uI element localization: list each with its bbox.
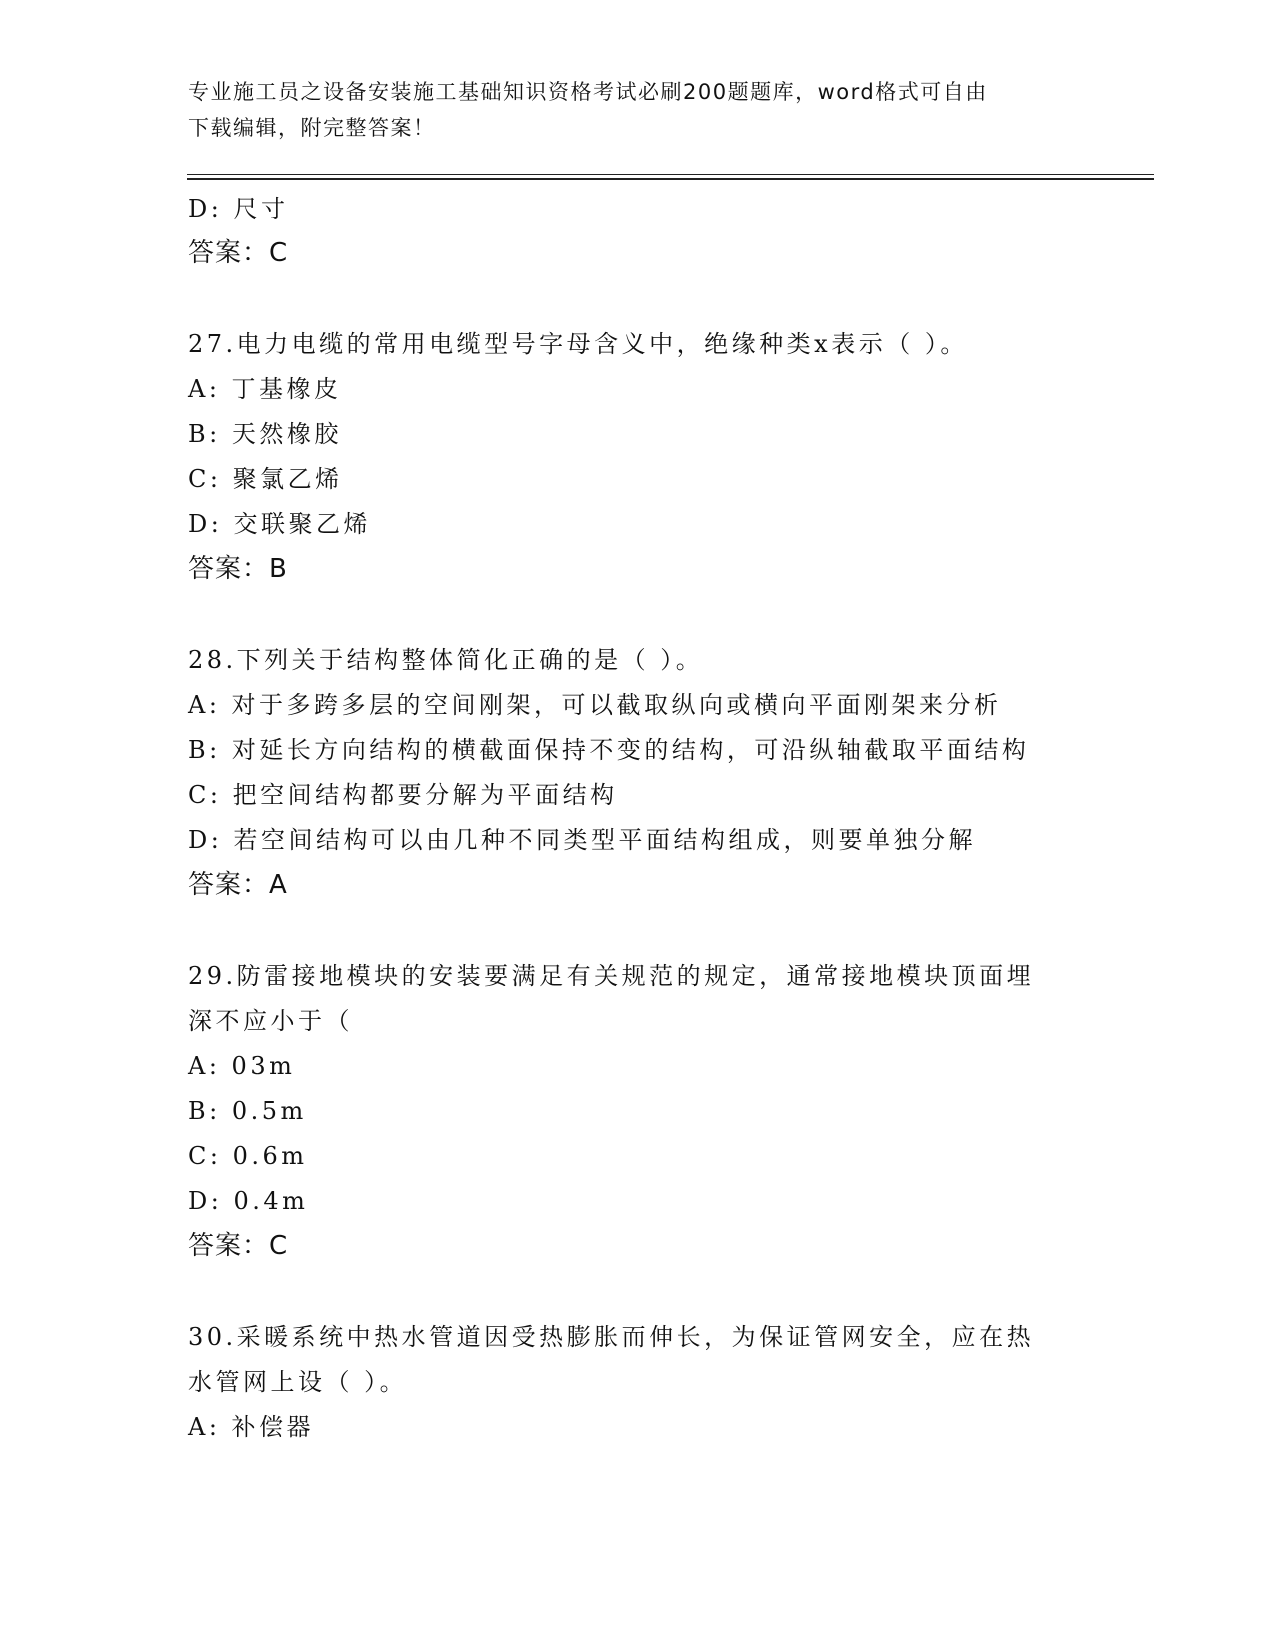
page-header [188,74,1088,146]
question-line: 29.防雷接地模块的安装要满足有关规范的规定，通常接地模块顶面埋 [188,962,1035,990]
option-line: D: 若空间结构可以由几种不同类型平面结构组成，则要单独分解 [188,826,976,854]
question-line: 水管网上设（ ）。 [188,1368,408,1396]
answer-line: 答案：C [188,1231,289,1261]
option-line: B: 天然橡胶 [188,420,342,448]
header-rule-thick [187,178,1154,180]
option-line: D: 0.4m [188,1187,309,1215]
answer-line: 答案：B [188,554,288,584]
header-line-1: 专业施工员之设备安装施工基础知识资格考试必刷200题题库，word格式可自由 [188,80,988,104]
option-line: A: 03m [188,1052,296,1080]
option-line: B: 0.5m [188,1097,307,1125]
option-line: A: 补偿器 [188,1413,315,1441]
answer-line: 答案：A [188,870,288,900]
question-line: 深不应小于（ [188,1007,353,1035]
question-line: 30.采暖系统中热水管道因受热膨胀而伸长，为保证管网安全，应在热 [188,1323,1035,1351]
header-rule-thin [187,174,1154,175]
option-line: A: 对于多跨多层的空间刚架，可以截取纵向或横向平面刚架来分析 [188,691,1002,719]
option-line: D: 尺寸 [188,195,289,223]
answer-line: 答案：C [188,238,289,268]
header-line-2: 下载编辑，附完整答案！ [188,116,436,140]
question-line: 27.电力电缆的常用电缆型号字母含义中，绝缘种类x表示（ ）。 [188,330,968,358]
question-line: 28.下列关于结构整体简化正确的是（ ）。 [188,646,704,674]
option-line: D: 交联聚乙烯 [188,510,371,538]
option-line: C: 把空间结构都要分解为平面结构 [188,781,618,809]
option-line: A: 丁基橡皮 [188,375,342,403]
option-line: C: 0.6m [188,1142,308,1170]
option-line: C: 聚氯乙烯 [188,465,343,493]
option-line: B: 对延长方向结构的横截面保持不变的结构，可沿纵轴截取平面结构 [188,736,1030,764]
